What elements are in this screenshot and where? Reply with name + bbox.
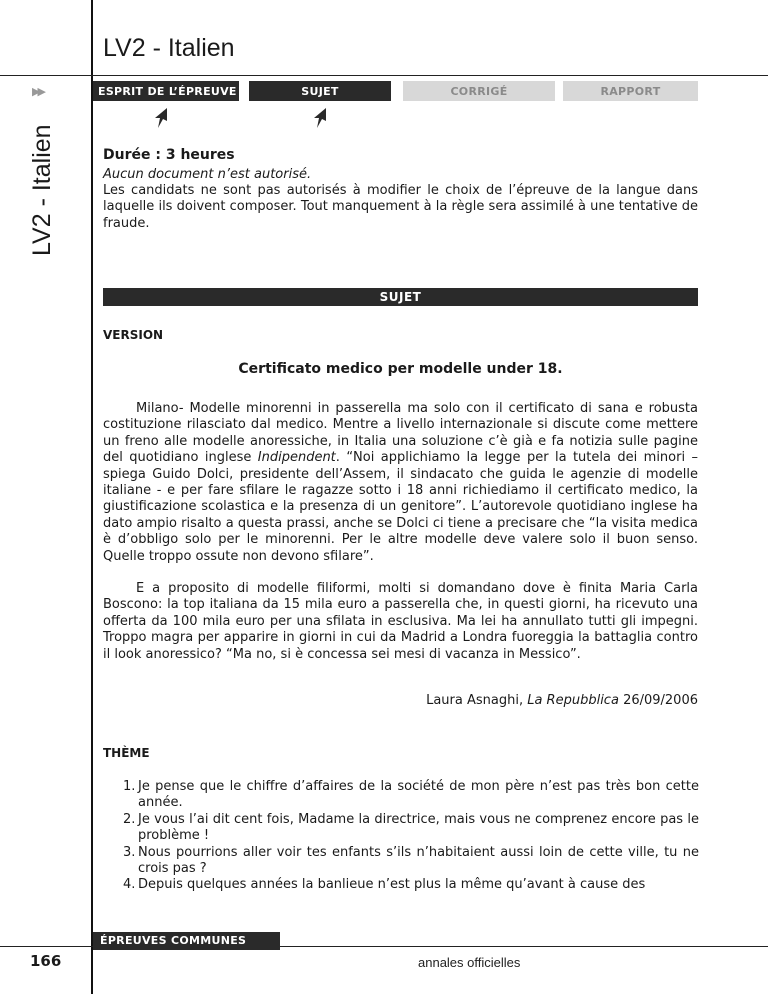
list-item: 3. Nous pourrions aller voir tes enfants s’ils n’habitaient aussi loin de cette ville, tu ne crois pas ? <box>123 844 699 877</box>
header-rule <box>0 75 768 76</box>
version-heading: VERSION <box>103 328 164 342</box>
section-bar-sujet: SUJET <box>103 288 698 306</box>
article-citation: Laura Asnaghi, La Repubblica 26/09/2006 <box>426 693 698 708</box>
pointer-arrow-icon <box>310 107 330 129</box>
footer-source: annales officielles <box>418 955 521 970</box>
footer-section-tab: ÉPREUVES COMMUNES <box>93 932 280 950</box>
article-paragraph-2: E a proposito di modelle filiformi, molti si domandano dove è finita Maria Carla Boscono: la top italiana da 15 mila euro a passerella che, in questi giorni, ha ricevuto una offerta da 100 mila euro per una sfilata in esclusiva. Ma lei ha annullato tutti gli impegni. Troppo magra per apparire in giorni in cui da Madrid a Londra fuoreggia la battaglia contro il look anoressico? “Ma no, si è concessa sei mesi di vacanza in Messico”. <box>103 581 698 662</box>
exam-rules: Les candidats ne sont pas autorisés à modifier le choix de l’épreuve de la langue dans laquelle ils doivent composer. Tout manquement à la règle sera assimilé à une tentative de fraude. <box>103 183 698 231</box>
page-number: 166 <box>30 952 62 970</box>
tab-bar <box>93 81 698 101</box>
margin-rule <box>91 0 93 994</box>
theme-list <box>123 779 699 894</box>
tab-corrige[interactable]: CORRIGÉ <box>403 81 555 101</box>
duration-heading: Durée : 3 heures <box>103 147 235 163</box>
no-document-note: Aucun document n’est autorisé. <box>103 167 312 182</box>
list-item: 4. Depuis quelques années la banlieue n’est plus la même qu’avant à cause des <box>123 877 646 893</box>
page-title: LV2 - Italien <box>103 34 235 62</box>
pointer-arrow-icon <box>151 107 171 129</box>
tab-sujet[interactable]: SUJET <box>249 81 391 101</box>
double-arrow-icon: ▶▶ <box>32 85 43 98</box>
list-item: 1. Je pense que le chiffre d’affaires de la société de mon père n’est pas très bon cette année. <box>123 779 699 811</box>
article-title: Certificato medico per modelle under 18. <box>238 361 563 377</box>
article-paragraph-1: Milano- Modelle minorenni in passerella ma solo con il certificato di sana e robusta costituzione rilasciato dal medico. Mentre a livello internazionale si discute come mettere un freno alle modelle anoressiche, in Italia una soluzione c’è già e fa notizia sulle pagine del quotidiano inglese Indipendent. “Noi applichiamo la legge per la tutela dei minori – spiega Guido Dolci, presidente dell’Assem, il sindacato che guida le agenzie di modelle italiane - e per fare sfilare le ragazze sotto i 18 anni richiediamo il certificato medico, la giustificazione scolastica e la presenza di un genitore”. L’autorevole quotidiano inglese ha dato ampio risalto a questa prassi, anche se Dolci ci tiene a precisare che “la visita medica è d’obbligo solo per le minorenni. Per le altre modelle deve valere solo il buon senso. Quelle troppo ossute non devono sfilare”. <box>103 401 698 564</box>
vertical-section-title: LV2 - Italien <box>28 124 56 256</box>
list-item: 2. Je vous l’ai dit cent fois, Madame la directrice, mais vous ne comprenez encore pas le problème ! <box>123 811 699 844</box>
tab-rapport[interactable]: RAPPORT <box>563 81 698 101</box>
theme-heading: THÈME <box>103 746 150 760</box>
tab-esprit-de-l-epreuve[interactable]: ESPRIT DE L’ÉPREUVE <box>93 81 239 101</box>
